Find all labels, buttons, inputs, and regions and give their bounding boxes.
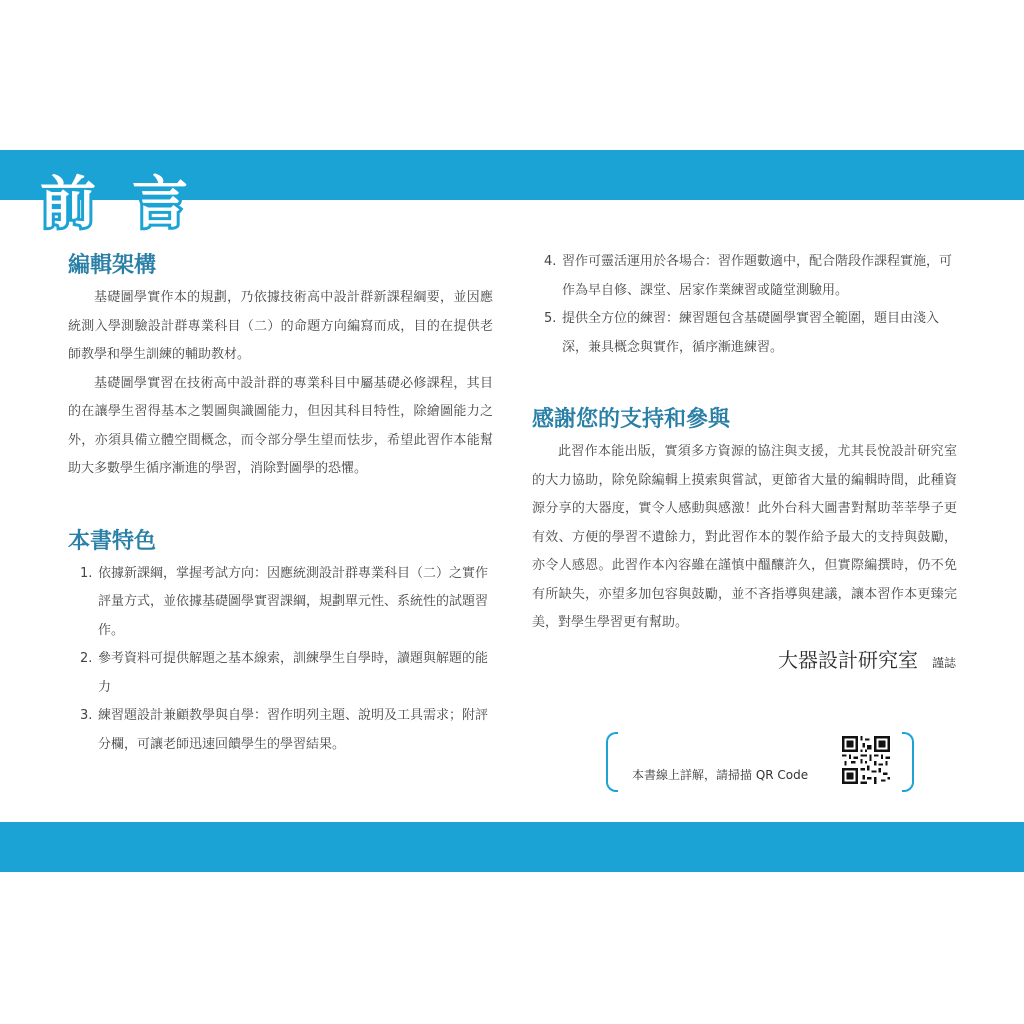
left-column xyxy=(68,248,493,759)
bottom-band xyxy=(0,822,1024,872)
page-title: 前言 xyxy=(40,171,224,236)
right-column xyxy=(532,248,957,638)
section-heading-thanks: 感謝您的支持和參與 xyxy=(532,407,731,432)
section-heading-features: 本書特色 xyxy=(68,528,157,554)
left-bracket xyxy=(606,732,618,792)
signature-name: 大器設計研究室 xyxy=(777,648,918,672)
list-item: 4. 習作可靈活運用於各場合：習作題數適中，配合階段作課程實施，可作為早自修、課堂、居家作業練習或隨堂測驗用。 xyxy=(544,254,953,298)
list-item: 1. 依據新課綱，掌握考試方向：因應統測設計群專業科目（二）之實作評量方式，並依據基礎圖學實習課綱，規劃單元性、系統性的試題習作。 xyxy=(80,565,489,638)
qr-code-icon[interactable] xyxy=(842,736,890,784)
features-list-continued xyxy=(532,248,957,362)
paragraph: 基礎圖學實作本的規劃，乃依據技術高中設計群新課程綱要，並因應統測入學測驗設計群專業科目（二）的命題方向編寫而成，目的在提供老師教學和學生訓練的輔助教材。 xyxy=(68,290,493,362)
right-bracket xyxy=(902,732,914,792)
list-item: 5. 提供全方位的練習：練習題包含基礎圖學實習全範圍，題目由淺入深，兼具概念與實作，循序漸進練習。 xyxy=(544,311,940,355)
signature-suffix: 謹誌 xyxy=(931,656,956,670)
features-list xyxy=(68,560,493,760)
qr-caption: 本書線上詳解，請掃描 QR Code xyxy=(632,768,809,782)
paragraph: 此習作本能出版，實須多方資源的協注與支援，尤其長悅設計研究室的大力協助，除免除編輯上摸索與嘗試，更節省大量的編輯時間，此種資源分享的大器度，實令人感動與感激！此外台科大圖書對幫助莘莘學子更有效、方便的學習不遺餘力，對此習作本的製作給予最大的支持與鼓勵，亦令人感恩。此習作本內容雖在謹慎中醞釀許久，但實際編撰時，仍不免有所缺失，亦望多加包容與鼓勵，並不吝指導與建議，讓本習作本更臻完美，對學生學習更有幫助。 xyxy=(532,444,957,630)
qr-callout xyxy=(606,732,914,788)
section-heading-editorial: 編輯架構 xyxy=(68,253,157,278)
list-item: 3. 練習題設計兼顧教學與自學：習作明列主題、說明及工具需求；附評分欄，可讓老師迅速回饋學生的學習結果。 xyxy=(80,708,489,752)
list-item: 2. 參考資料可提供解題之基本線索，訓練學生自學時，讀題與解題的能力 xyxy=(80,651,489,695)
paragraph: 基礎圖學實習在技術高中設計群的專業科目中屬基礎必修課程，其目的在讓學生習得基本之製圖與識圖能力，但因其科目特性，除繪圖能力之外，亦須具備立體空間概念，而令部分學生望而怯步，希望此習作本能幫助大多數學生循序漸進的學習，消除對圖學的恐懼。 xyxy=(68,375,493,476)
signature xyxy=(778,644,956,673)
